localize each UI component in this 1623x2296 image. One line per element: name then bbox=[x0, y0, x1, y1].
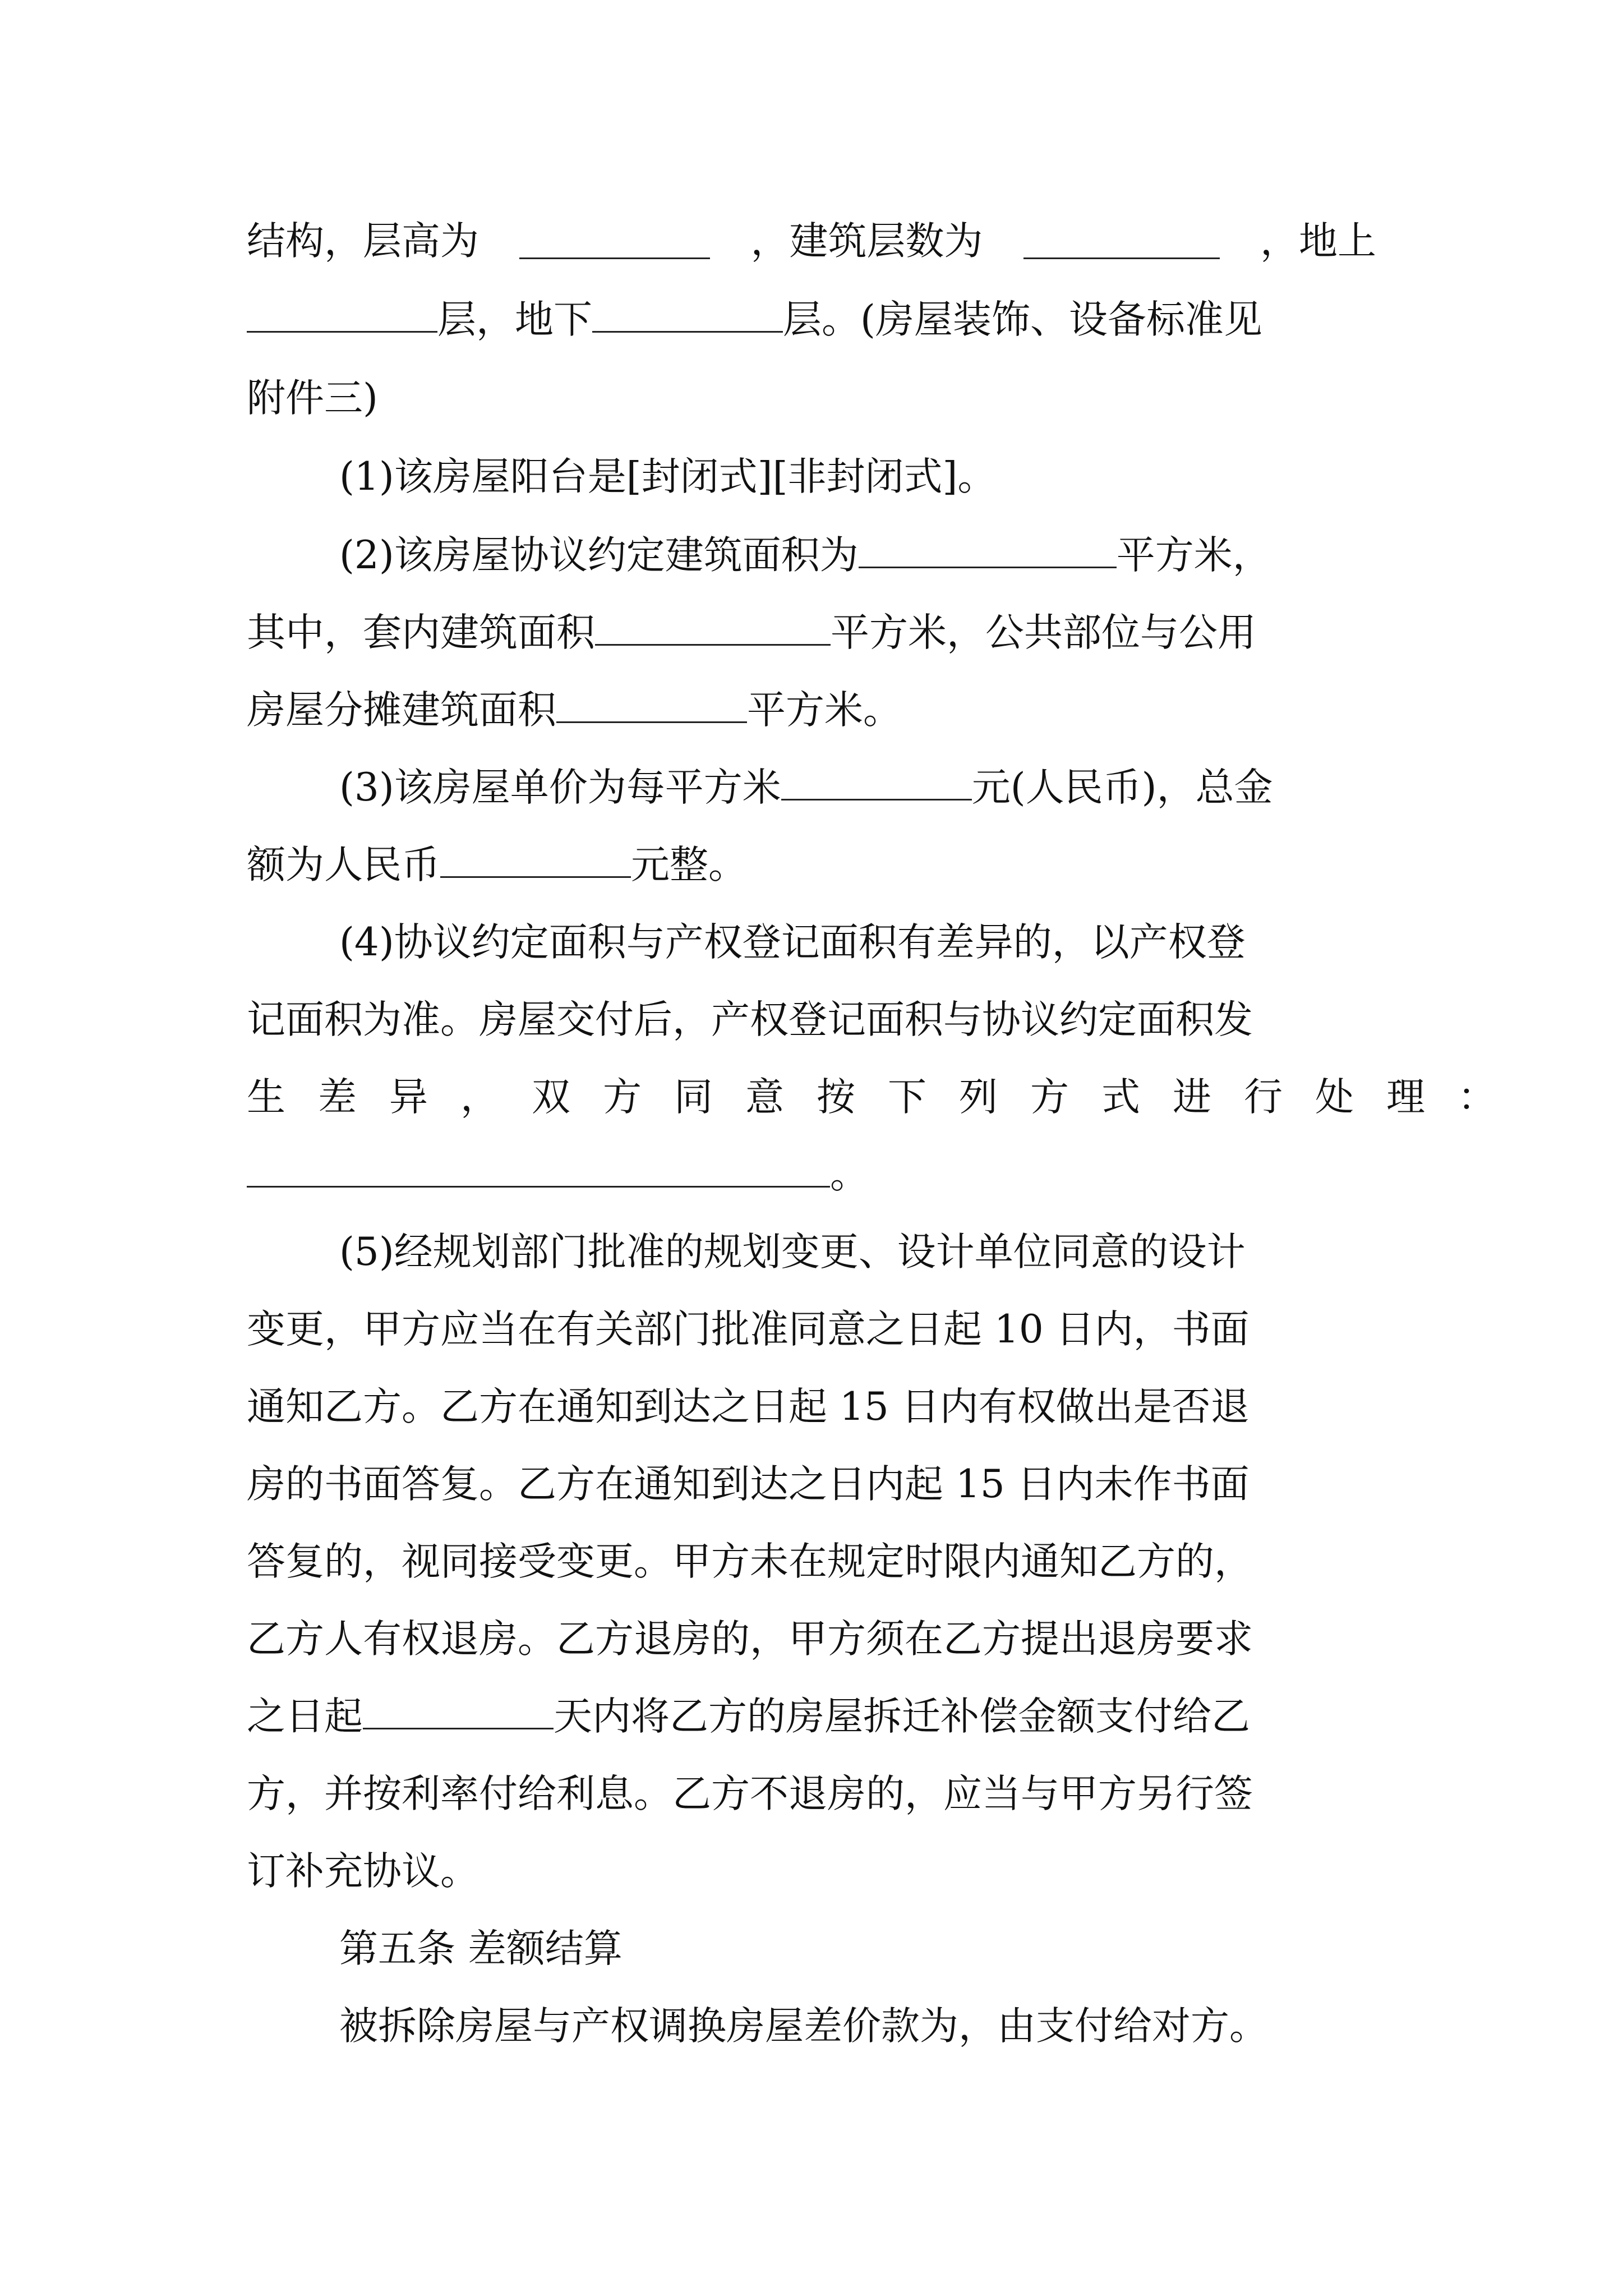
text-inner-area: 其中，套内建筑面积 bbox=[247, 610, 595, 655]
blank-handling-method bbox=[247, 1152, 830, 1188]
blank-total-amount bbox=[440, 843, 631, 878]
text-public-area: 平方米，公共部位与公用 bbox=[831, 610, 1256, 655]
text-total: 元(人民币)，总金 bbox=[971, 765, 1273, 810]
line-3: 附件三) bbox=[247, 376, 378, 421]
blank-underground-floors bbox=[592, 297, 783, 333]
text-decoration-note: 层。(房屋装饰、设备标准见 bbox=[783, 297, 1262, 342]
blank-inner-area bbox=[595, 610, 831, 646]
blank-above-floors bbox=[247, 297, 437, 333]
blank-agreed-area bbox=[859, 533, 1117, 568]
text-shared-area: 房屋分摊建筑面积 bbox=[247, 688, 556, 733]
clause-5-line-4: 房的书面答复。乙方在通知到达之日内起 15 日内未作书面 bbox=[247, 1462, 1249, 1507]
text-sqm: 平方米， bbox=[1116, 533, 1271, 578]
text-sqm-end: 平方米。 bbox=[747, 688, 902, 733]
blank-floor-height bbox=[519, 224, 710, 259]
article-5-text: 被拆除房屋与产权调换房屋差价款为，由支付给对方。 bbox=[339, 2004, 1268, 2049]
text-structure: 结构，层高为 bbox=[247, 219, 479, 264]
clause-3-line-2 bbox=[247, 831, 747, 899]
blank-unit-price bbox=[781, 765, 972, 800]
clause-5-line-7 bbox=[247, 1683, 1250, 1750]
clause-2-line-3 bbox=[247, 677, 902, 744]
clause-5-line-1: (5)经规划部门批准的规划变更、设计单位同意的设计 bbox=[339, 1230, 1246, 1274]
clause-5-line-3: 通知乙方。乙方在通知到达之日起 15 日内有权做出是否退 bbox=[247, 1384, 1249, 1429]
text-above: ，地上 bbox=[1260, 219, 1376, 264]
blank-days bbox=[363, 1694, 554, 1729]
text-compensation: 天内将乙方的房屋拆迁补偿金额支付给乙 bbox=[554, 1694, 1250, 1739]
clause-4-line-3: 生差异，双方同意按下列方式进行处理： bbox=[247, 1075, 1529, 1120]
line-2 bbox=[247, 286, 1262, 353]
text-unit-price: (3)该房屋单价为每平方米 bbox=[339, 765, 781, 810]
blank-building-floors bbox=[1023, 224, 1220, 259]
clause-2-line-1 bbox=[339, 522, 1271, 589]
text-floors: ，建筑层数为 bbox=[750, 219, 983, 264]
clause-5-line-8: 方，并按利率付给利息。乙方不退房的，应当与甲方另行签 bbox=[247, 1772, 1253, 1816]
clause-5-line-6: 乙方人有权退房。乙方退房的，甲方须在乙方提出退房要求 bbox=[247, 1617, 1253, 1662]
text-agreed-area: (2)该房屋协议约定建筑面积为 bbox=[339, 533, 859, 578]
clause-1: (1)该房屋阳台是[封闭式][非封闭式]。 bbox=[339, 454, 997, 499]
clause-4-line-2: 记面积为准。房屋交付后，产权登记面积与协议约定面积发 bbox=[247, 997, 1253, 1042]
text-period: 。 bbox=[830, 1152, 869, 1197]
clause-5-line-5: 答复的，视同接受变更。甲方未在规定时限内通知乙方的， bbox=[247, 1539, 1253, 1584]
clause-2-line-2 bbox=[247, 599, 1256, 666]
article-5-heading: 第五条 差额结算 bbox=[339, 1926, 623, 1971]
text-underground: 层，地下 bbox=[437, 297, 592, 342]
clause-5-line-2: 变更，甲方应当在有关部门批准同意之日起 10 日内，书面 bbox=[247, 1307, 1249, 1352]
line-1 bbox=[247, 208, 1376, 275]
blank-shared-area bbox=[556, 688, 747, 723]
text-rmb: 额为人民币 bbox=[247, 843, 440, 887]
text-from-date: 之日起 bbox=[247, 1694, 363, 1739]
clause-3-line-1 bbox=[339, 754, 1273, 821]
clause-4-line-4 bbox=[247, 1141, 869, 1208]
clause-5-line-9: 订补充协议。 bbox=[247, 1849, 479, 1894]
clause-4-line-1: (4)协议约定面积与产权登记面积有差异的，以产权登 bbox=[339, 920, 1246, 965]
text-yuan: 元整。 bbox=[631, 843, 747, 887]
